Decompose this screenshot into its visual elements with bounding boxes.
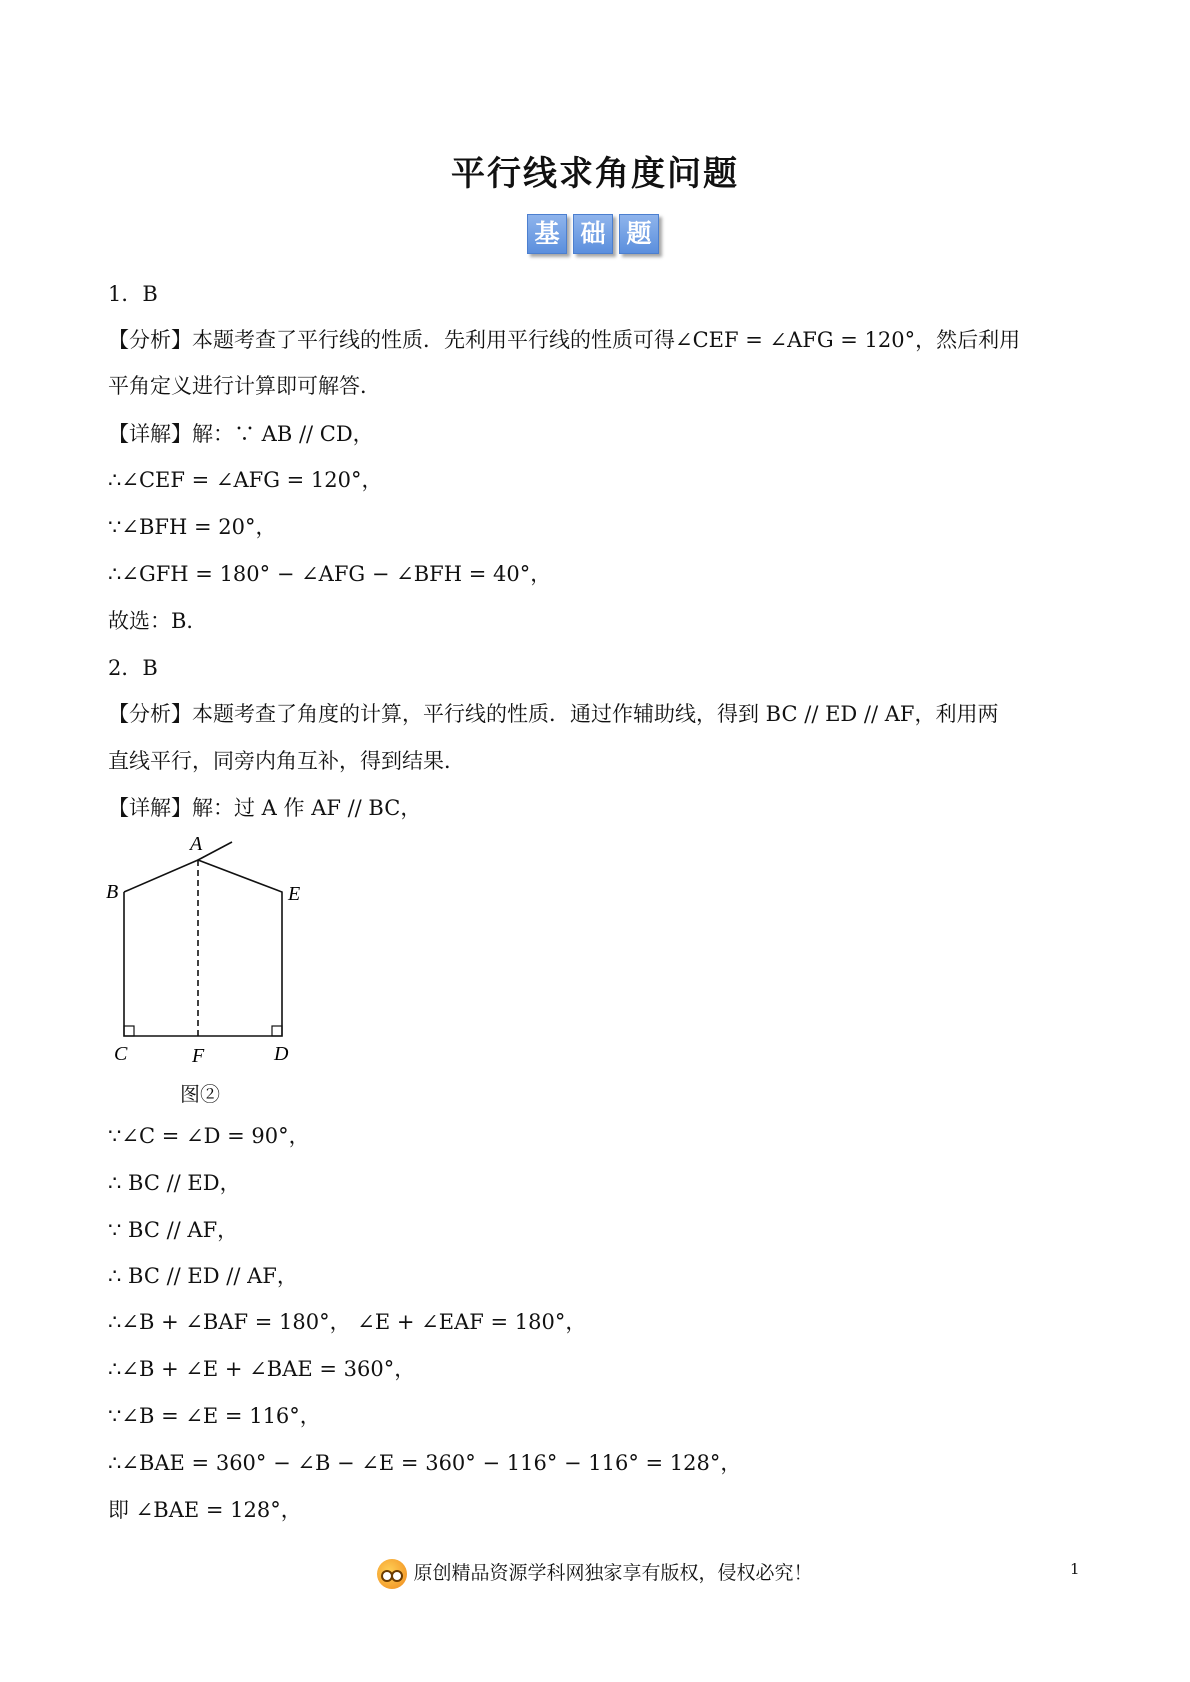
q2-step1: ∵∠C = ∠D = 90°， (108, 1124, 310, 1148)
q2-number: 2．B (108, 656, 158, 680)
q1-analysis-line2: 平角定义进行计算即可解答． (108, 374, 381, 398)
owl-logo-icon (377, 1559, 407, 1589)
footer (0, 1558, 1190, 1589)
figure-caption: 图② (180, 1082, 220, 1106)
q1-number: 1．B (108, 282, 158, 306)
q1-step3: ∴∠GFH = 180° − ∠AFG − ∠BFH = 40°， (108, 562, 552, 586)
q2-analysis-line2: 直线平行，同旁内角互补，得到结果． (108, 749, 465, 773)
label-f: F (192, 1045, 205, 1067)
label-d: D (274, 1043, 289, 1065)
q2-step8: ∴∠BAE = 360° − ∠B − ∠E = 360° − 116° − 116° = 128°， (108, 1451, 742, 1475)
page-number: 1 (1070, 1560, 1080, 1578)
label-e: E (288, 883, 301, 905)
label-a: A (190, 833, 203, 855)
q2-step7: ∵∠B = ∠E = 116°， (108, 1404, 321, 1428)
q2-step3: ∵ BC // AF， (108, 1218, 239, 1242)
right-angle-d (272, 1026, 282, 1036)
badge-ti: 题 (619, 214, 659, 254)
q1-solution: 【详解】解：∵ AB // CD， (108, 422, 374, 446)
pentagon-outline (124, 860, 282, 1036)
q1-step2: ∵∠BFH = 20°， (108, 515, 277, 539)
badge-chu: 础 (573, 214, 613, 254)
q2-step4: ∴ BC // ED // AF， (108, 1264, 298, 1288)
q1-analysis-line1: 【分析】本题考查了平行线的性质．先利用平行线的性质可得∠CEF = ∠AFG = 120°，然后利用 (108, 328, 1021, 352)
q1-answer: 故选：B． (108, 609, 208, 633)
q2-analysis-line1: 【分析】本题考查了角度的计算，平行线的性质．通过作辅助线，得到 BC // ED // AF，利用两 (108, 702, 999, 726)
label-c: C (114, 1043, 128, 1065)
q2-step5: ∴∠B + ∠BAF = 180°， ∠E + ∠EAF = 180°， (108, 1310, 587, 1334)
right-angle-c (124, 1026, 134, 1036)
badge-ji: 基 (527, 214, 567, 254)
geometry-figure (100, 828, 340, 1073)
q1-step1: ∴∠CEF = ∠AFG = 120°， (108, 468, 383, 492)
page-title: 平行线求角度问题 (451, 154, 739, 194)
q2-step2: ∴ BC // ED， (108, 1171, 241, 1195)
difficulty-badges (527, 214, 659, 254)
q2-step6: ∴∠B + ∠E + ∠BAE = 360°， (108, 1357, 416, 1381)
q2-step9: 即 ∠BAE = 128°， (108, 1498, 302, 1522)
q2-solution: 【详解】解：过 A 作 AF // BC， (108, 796, 422, 820)
footer-text: 原创精品资源学科网独家享有版权，侵权必究！ (413, 1562, 813, 1584)
label-b: B (106, 881, 119, 903)
extension-line (198, 842, 232, 860)
